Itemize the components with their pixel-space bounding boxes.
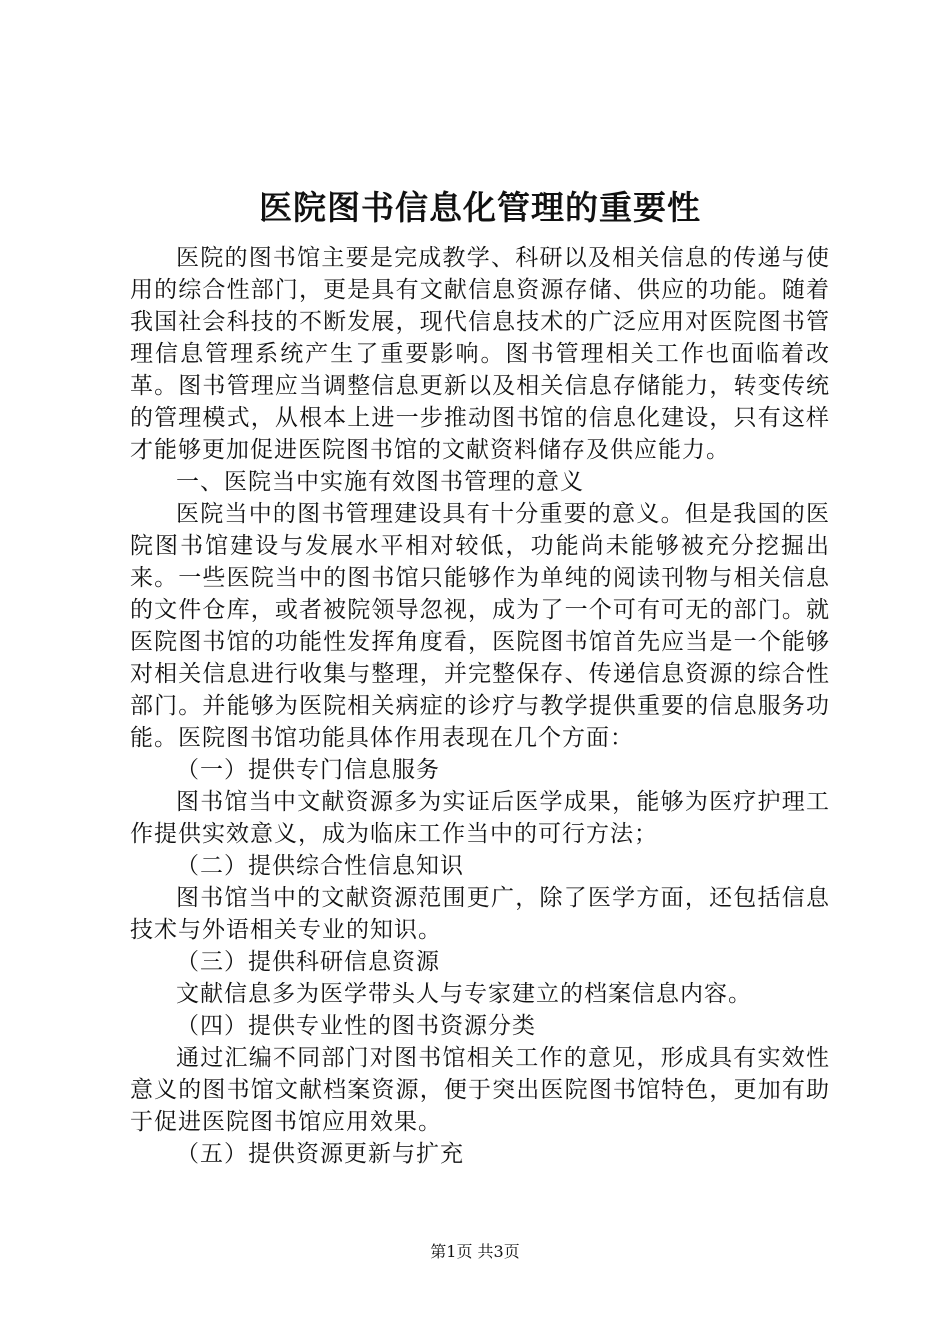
paragraph-significance: 医院当中的图书管理建设具有十分重要的意义。但是我国的医院图书馆建设与发展水平相对较低，功能尚未能够被充分挖掘出来。一些医院当中的图书馆只能够作为单纯的阅读刊物与相关信息的文件仓库，或者被院领导忽视，成为了一个可有可无的部门。就医院图书馆的功能性发挥角度看，医院图书馆首先应当是一个能够对相关信息进行收集与整理，并完整保存、传递信息资源的综合性部门。并能够为医院相关病症的诊疗与教学提供重要的信息服务功能。医院图书馆功能具体作用表现在几个方面： [130, 501, 830, 751]
page-number-footer: 第1页 共3页 [430, 1242, 520, 1261]
subheading-2: （二）提供综合性信息知识 [176, 853, 464, 879]
subheading-3: （三）提供科研信息资源 [176, 949, 440, 975]
document-title: 医院图书信息化管理的重要性 [259, 188, 701, 227]
paragraph-sub-2: 图书馆当中的文献资源范围更广，除了医学方面，还包括信息技术与外语相关专业的知识。 [130, 885, 830, 943]
subheading-1: （一）提供专门信息服务 [176, 757, 440, 783]
paragraph-intro: 医院的图书馆主要是完成教学、科研以及相关信息的传递与使用的综合性部门，更是具有文献信息资源存储、供应的功能。随着我国社会科技的不断发展，现代信息技术的广泛应用对医院图书管理信息管理系统产生了重要影响。图书管理相关工作也面临着改革。图书管理应当调整信息更新以及相关信息存储能力，转变传统的管理模式，从根本上进一步推动图书馆的信息化建设，只有这样才能够更加促进医院图书馆的文献资料储存及供应能力。 [130, 245, 830, 463]
subheading-5: （五）提供资源更新与扩充 [176, 1141, 464, 1167]
paragraph-sub-3: 文献信息多为医学带头人与专家建立的档案信息内容。 [176, 981, 752, 1007]
document-body [130, 182, 830, 1170]
paragraph-sub-1: 图书馆当中文献资源多为实证后医学成果，能够为医疗护理工作提供实效意义，成为临床工作当中的可行方法； [130, 789, 830, 847]
subheading-4: （四）提供专业性的图书资源分类 [176, 1013, 536, 1039]
paragraph-sub-4: 通过汇编不同部门对图书馆相关工作的意见，形成具有实效性意义的图书馆文献档案资源，便于突出医院图书馆特色，更加有助于促进医院图书馆应用效果。 [130, 1045, 830, 1135]
section-heading-1: 一、医院当中实施有效图书管理的意义 [176, 469, 584, 495]
